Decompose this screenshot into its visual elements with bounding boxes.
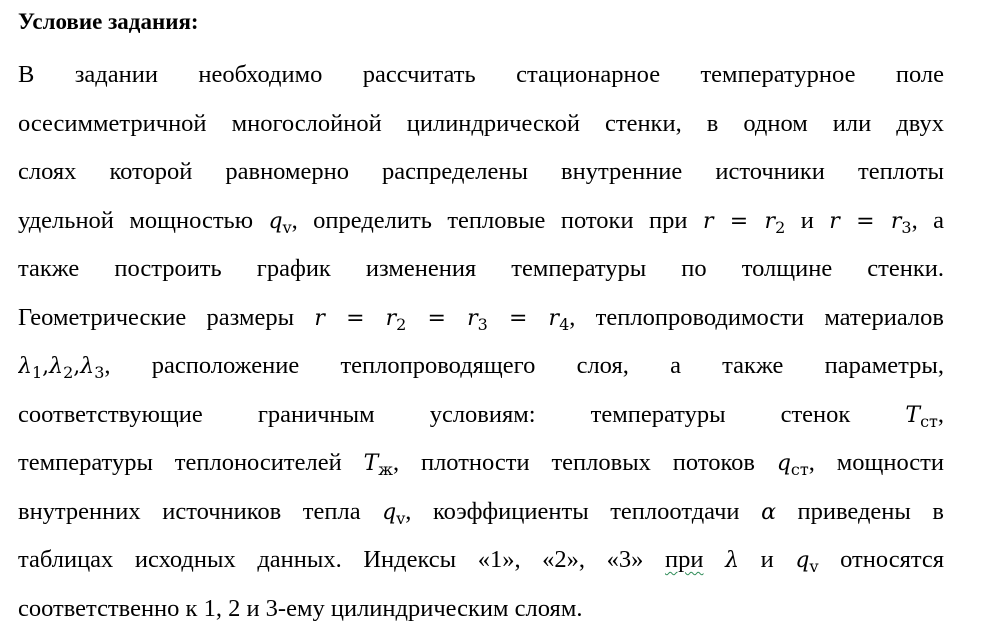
math-symbol: = $r_3$	[406, 306, 487, 331]
text-line: Геометрические размеры $r = r_2 = r_3 = r_4$, теплопроводимости материалов	[18, 294, 944, 343]
text-line: таблицах исходных данных. Индексы «1», «2», «3» при λ и $q_v$ относятся	[18, 536, 944, 585]
math-symbol: $r = r_2$	[703, 209, 785, 234]
math-symbol: $T_ж$	[364, 451, 393, 476]
math-symbol: α	[761, 500, 776, 525]
math-symbol: = $r_4$	[488, 306, 569, 331]
text-line: слоях которой равномерно распределены внутренние источники теплоты	[18, 148, 944, 197]
math-symbol: $,\lambda_3$	[73, 354, 104, 379]
text-line: соответственно к 1, 2 и 3-ему цилиндрическим слоям.	[18, 585, 944, 633]
math-symbol: λ	[725, 548, 739, 573]
text-line: осесимметричной многослойной цилиндрической стенки, в одном или двух	[18, 100, 944, 149]
math-symbol: $q_v$	[268, 209, 291, 234]
text-line: В задании необходимо рассчитать стационарное температурное поле	[18, 51, 944, 100]
math-symbol: $,\lambda_2$	[42, 354, 73, 379]
text-line: внутренних источников тепла $q_v$, коэффициенты теплоотдачи α приведены в	[18, 488, 944, 537]
text-line: также построить график изменения температуры по толщине стенки.	[18, 245, 944, 294]
math-symbol: $r = r_2$	[314, 306, 406, 331]
text-line: $\lambda_1,\lambda_2,\lambda_3$, расположение теплопроводящего слоя, а также параметры,	[18, 342, 944, 391]
task-heading: Условие задания:	[18, 8, 199, 36]
math-symbol: $q_v$	[795, 548, 818, 573]
text-line: соответствующие граничным условиям: температуры стенок $T_{ст}$,	[18, 391, 944, 440]
task-description	[18, 51, 944, 633]
math-symbol: $\lambda_1$	[18, 354, 42, 379]
text-line: температуры теплоносителей $T_ж$, плотности тепловых потоков $q_{ст}$, мощности	[18, 439, 944, 488]
math-symbol: $T_{ст}$	[905, 403, 938, 428]
spellcheck-underlined-word: при	[665, 546, 703, 573]
text-line: удельной мощностью $q_v$, определить тепловые потоки при $r = r_2$ и $r = r_3$, а	[18, 197, 944, 246]
math-symbol: $q_{ст}$	[777, 451, 809, 476]
math-symbol: $q_v$	[382, 500, 405, 525]
math-symbol: $r = r_3$	[829, 209, 911, 234]
